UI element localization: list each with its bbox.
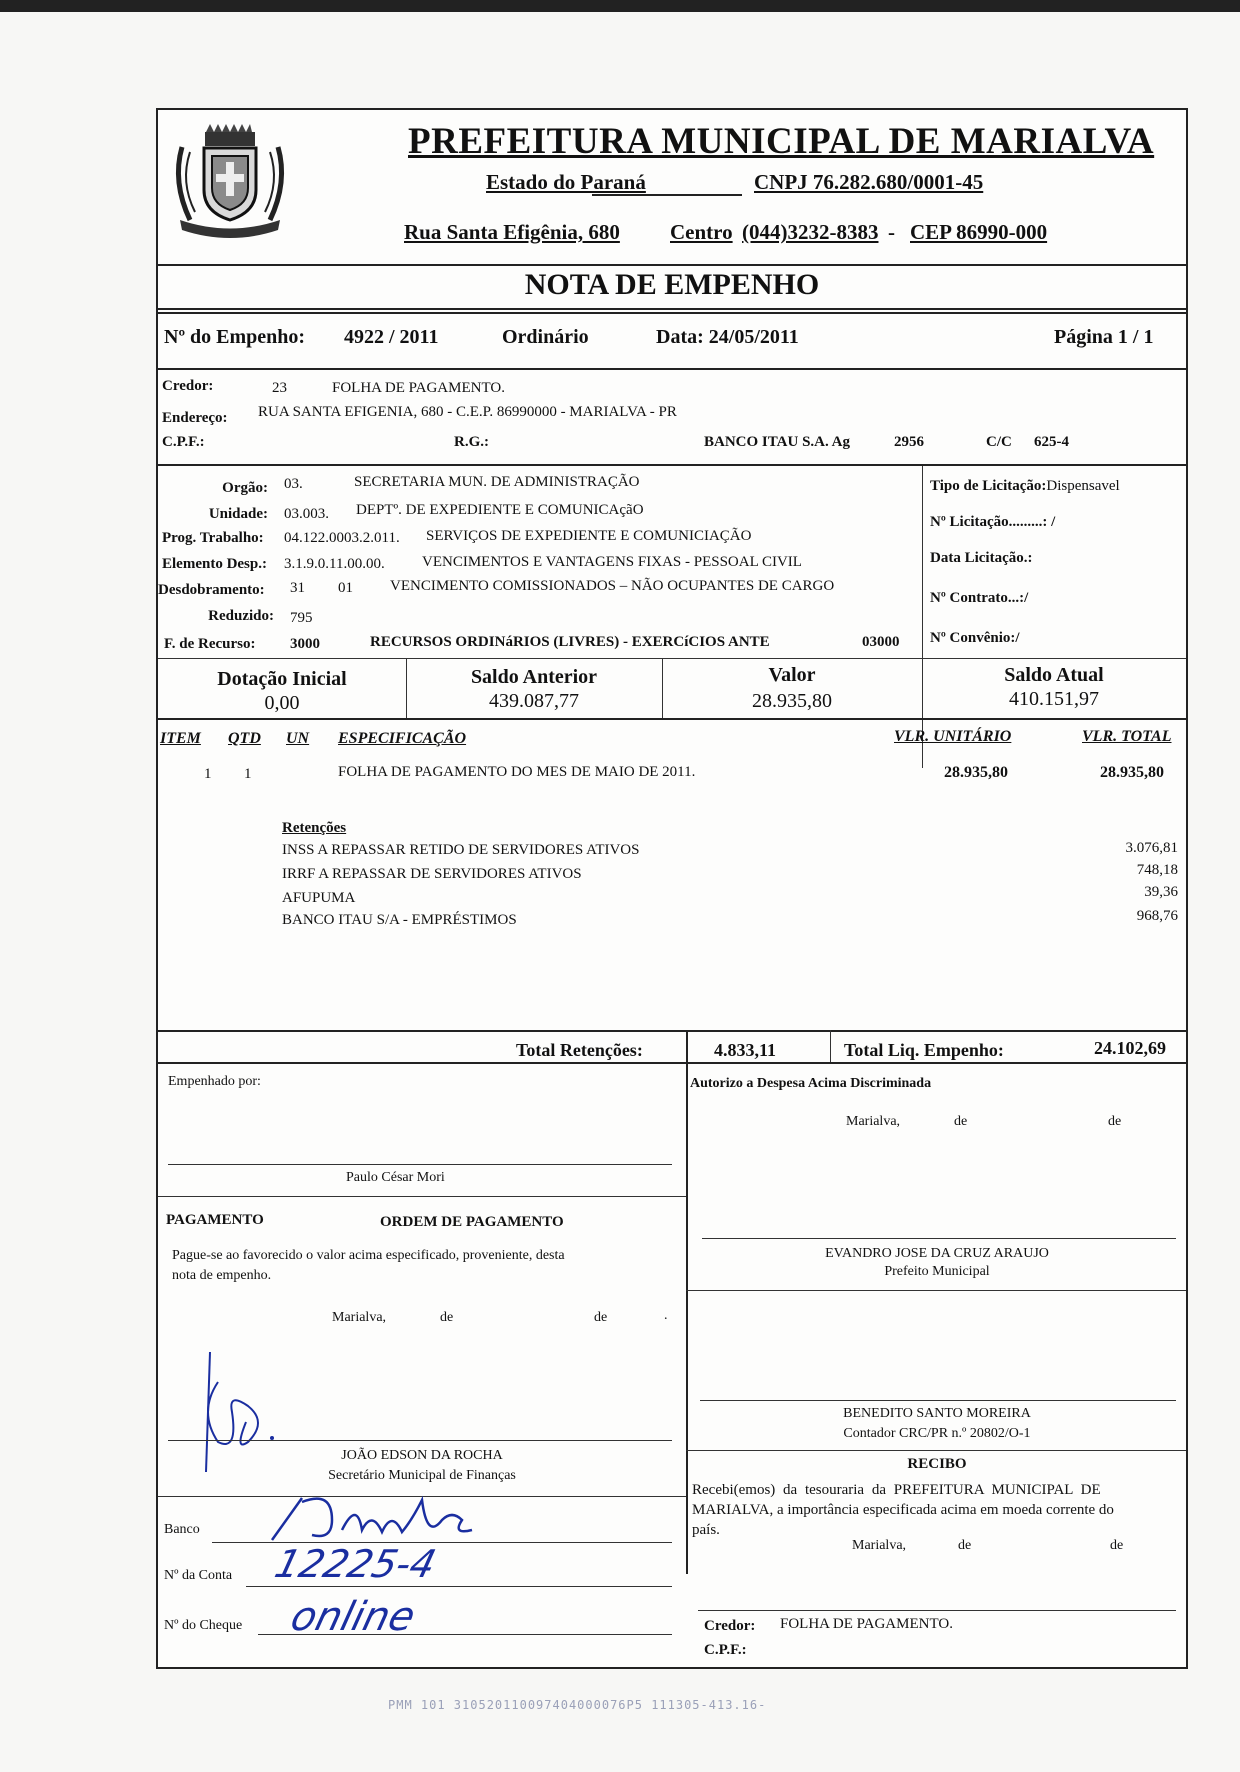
retencoes-title: Retenções <box>282 820 347 836</box>
address-label: Endereço: <box>162 410 228 426</box>
elemento-label: Elemento Desp.: <box>162 556 267 572</box>
anterior-value: 439.087,77 <box>489 690 579 712</box>
prefeito-name: EVANDRO JOSE DA CRUZ ARAUJO <box>825 1246 1049 1261</box>
empenho-page: Página 1 / 1 <box>1054 326 1154 348</box>
document-title: NOTA DE EMPENHO <box>524 268 820 301</box>
header-state: Estado do Paraná <box>486 170 646 194</box>
header-district: Centro <box>670 220 733 244</box>
recurso-label: F. de Recurso: <box>164 636 256 652</box>
pagamento-city: Marialva, <box>332 1310 387 1325</box>
orgao-desc: SECRETARIA MUN. DE ADMINISTRAÇÃO <box>354 474 640 490</box>
conta-handwritten: 12225-4 <box>270 1542 441 1586</box>
empenhado-name: Paulo César Mori <box>346 1170 445 1185</box>
handwritten-signature-initials <box>188 1342 308 1486</box>
prog-label: Prog. Trabalho: <box>162 530 264 546</box>
autorizo-de1: de <box>954 1114 968 1129</box>
conta-line <box>246 1586 672 1587</box>
col-vlr-total: VLR. TOTAL <box>1082 728 1172 745</box>
recibo-text-2: MARIALVA, a importância especificada acima em moeda corrente do <box>692 1502 1114 1518</box>
rg-label: R.G.: <box>454 434 489 450</box>
divider <box>158 264 1186 266</box>
divider <box>158 1030 1186 1032</box>
coat-of-arms-icon <box>160 112 300 242</box>
retencao-value: 748,18 <box>1136 862 1178 878</box>
vertical-divider <box>922 466 923 768</box>
total-liquido-label: Total Liq. Empenho: <box>844 1040 1004 1060</box>
retencao-desc: AFUPUMA <box>282 890 356 906</box>
credor-name: FOLHA DE PAGAMENTO. <box>332 380 505 396</box>
elemento-desc: VENCIMENTOS E VANTAGENS FIXAS - PESSOAL CIVIL <box>422 554 802 570</box>
anterior-label: Saldo Anterior <box>470 666 598 688</box>
licitacao-convenio: Nº Convênio:/ <box>930 630 1020 646</box>
divider <box>158 308 1186 310</box>
col-item: ITEM <box>160 730 201 747</box>
licitacao-contrato: Nº Contrato...:/ <box>930 590 1029 606</box>
header-phone: (044)3232-8383 <box>742 220 879 244</box>
pagamento-text-2: nota de empenho. <box>172 1268 272 1283</box>
header-dash: - <box>888 220 895 244</box>
valor-value: 28.935,80 <box>752 690 832 712</box>
recurso-code2: 03000 <box>862 634 900 650</box>
divider <box>158 658 1186 659</box>
banco-label: Banco <box>164 1522 200 1537</box>
underline-gap <box>592 194 742 196</box>
orgao-code: 03. <box>284 476 303 492</box>
autorizo-label: Autorizo a Despesa Acima Discriminada <box>690 1076 932 1091</box>
elemento-code: 3.1.9.0.11.00.00. <box>284 556 385 572</box>
header-cep: CEP 86990-000 <box>910 220 1048 244</box>
empenho-type: Ordinário <box>502 326 589 348</box>
pagamento-label: PAGAMENTO <box>166 1212 264 1228</box>
recibo-cpf-label: C.P.F.: <box>704 1642 747 1658</box>
prog-code: 04.122.0003.2.011. <box>284 530 400 546</box>
header-title: PREFEITURA MUNICIPAL DE MARIALVA <box>408 121 1155 162</box>
recibo-city: Marialva, <box>852 1538 907 1553</box>
signature-line <box>700 1400 1176 1401</box>
empenho-date: Data: 24/05/2011 <box>656 326 799 348</box>
recibo-text-3: país. <box>692 1522 720 1538</box>
recibo-de2: de <box>1110 1538 1124 1553</box>
recurso-code: 3000 <box>290 636 320 652</box>
reduzido-label: Reduzido: <box>208 608 274 624</box>
row-unit: 28.935,80 <box>944 764 1008 781</box>
credor-code: 23 <box>272 380 287 396</box>
retencao-value: 39,36 <box>1144 884 1178 900</box>
recurso-desc: RECURSOS ORDINáRIOS (LIVRES) - EXERCíCIOS ANTE <box>370 634 770 650</box>
prog-desc: SERVIÇOS DE EXPEDIENTE E COMUNICIAÇÃO <box>426 528 752 544</box>
pagamento-signer-role: Secretário Municipal de Finanças <box>328 1468 516 1483</box>
credor-label: Credor: <box>162 378 214 394</box>
recibo-credor-name: FOLHA DE PAGAMENTO. <box>780 1616 953 1632</box>
total-liquido-value: 24.102,69 <box>1094 1038 1166 1058</box>
col-qtd: QTD <box>228 730 261 747</box>
valor-label: Valor <box>768 664 816 686</box>
unidade-code: 03.003. <box>284 506 329 522</box>
credor-address: RUA SANTA EFIGENIA, 680 - C.E.P. 86990000 - MARIALVA - PR <box>258 404 677 420</box>
cheque-handwritten: online <box>286 1594 420 1640</box>
recibo-de1: de <box>958 1538 972 1553</box>
divider <box>158 312 1186 314</box>
divider <box>686 1450 1186 1451</box>
bank-agency: 2956 <box>894 434 924 450</box>
pagamento-de1: de <box>440 1310 454 1325</box>
pagamento-de2: de <box>594 1310 608 1325</box>
desdobramento-desc: VENCIMENTO COMISSIONADOS – NÃO OCUPANTES DE CARGO <box>390 578 835 594</box>
row-desc: FOLHA DE PAGAMENTO DO MES DE MAIO DE 2011. <box>338 764 696 780</box>
licitacao-numero: Nº Licitação.........: / <box>930 514 1056 530</box>
total-retencoes-value: 4.833,11 <box>714 1040 777 1060</box>
atual-label: Saldo Atual <box>1004 664 1104 686</box>
col-un: UN <box>286 730 310 747</box>
pagamento-dot: . <box>664 1308 668 1323</box>
conta-label: Nº da Conta <box>164 1568 233 1583</box>
autorizo-city: Marialva, <box>846 1114 901 1129</box>
prefeito-role: Prefeito Municipal <box>884 1264 990 1279</box>
contador-name: BENEDITO SANTO MOREIRA <box>843 1406 1031 1421</box>
scan-top-border <box>0 0 1240 12</box>
empenhado-label: Empenhado por: <box>168 1074 261 1089</box>
divider <box>158 464 1186 466</box>
header-address: Rua Santa Efigênia, 680 <box>404 220 620 244</box>
autorizo-de2: de <box>1108 1114 1122 1129</box>
unidade-label: Unidade: <box>208 506 268 522</box>
retencao-desc: IRRF A REPASSAR DE SERVIDORES ATIVOS <box>282 866 582 882</box>
empenho-label: Nº do Empenho: <box>164 326 306 348</box>
retencao-desc: BANCO ITAU S/A - EMPRÉSTIMOS <box>282 912 517 928</box>
desdobramento-label: Desdobramento: <box>158 582 265 598</box>
signature-line <box>698 1610 1176 1611</box>
vertical-divider <box>686 1030 688 1574</box>
empenho-number: 4922 / 2011 <box>344 326 439 348</box>
desdobramento-code1: 31 <box>290 580 305 596</box>
footer-code: PMM 101 310520110097404000076P5 111305-413.16- <box>388 1698 767 1712</box>
divider <box>158 1062 1186 1064</box>
dotacao-value: 0,00 <box>264 692 300 714</box>
header-cnpj: CNPJ 76.282.680/0001-45 <box>754 170 984 194</box>
ordem-pagamento-label: ORDEM DE PAGAMENTO <box>380 1214 564 1230</box>
pagamento-text-1: Pague-se ao favorecido o valor acima especificado, proveniente, desta <box>172 1248 565 1263</box>
col-especificacao: ESPECIFICAÇÃO <box>338 730 467 747</box>
licitacao-tipo: Tipo de Licitação: <box>930 478 1047 494</box>
orgao-label: Orgão: <box>222 480 268 496</box>
licitacao-tipo-label <box>930 478 1120 495</box>
cc-label: C/C <box>986 434 1012 450</box>
divider <box>158 1196 686 1197</box>
retencao-value: 968,76 <box>1136 908 1178 924</box>
recibo-credor-label: Credor: <box>704 1618 756 1634</box>
row-item: 1 <box>204 766 212 782</box>
desdobramento-code2: 01 <box>338 580 353 596</box>
contador-role: Contador CRC/PR n.º 20802/O-1 <box>843 1426 1031 1441</box>
cc-number: 625-4 <box>1034 434 1069 450</box>
unidade-desc: DEPTº. DE EXPEDIENTE E COMUNICAçãO <box>356 502 644 518</box>
recibo-text-1: Recebi(emos) da tesouraria da PREFEITURA MUNICIPAL DE <box>692 1482 1101 1498</box>
licitacao-data: Data Licitação.: <box>930 550 1033 566</box>
signature-line <box>702 1238 1176 1239</box>
vertical-divider <box>830 1030 831 1062</box>
col-vlr-unitario: VLR. UNITÁRIO <box>894 728 1012 745</box>
cpf-label: C.P.F.: <box>162 434 205 450</box>
row-total: 28.935,80 <box>1100 764 1164 781</box>
nota-de-empenho-form <box>156 108 1188 1669</box>
divider <box>158 718 1186 720</box>
retencao-value: 3.076,81 <box>1125 840 1178 856</box>
row-qtd: 1 <box>244 766 252 782</box>
reduzido-value: 795 <box>290 610 313 626</box>
cheque-label: Nº do Cheque <box>164 1618 243 1633</box>
divider <box>686 1290 1186 1291</box>
retencao-desc: INSS A REPASSAR RETIDO DE SERVIDORES ATIVOS <box>282 842 640 858</box>
recibo-title: RECIBO <box>907 1456 967 1472</box>
pagamento-signer-name: JOÃO EDSON DA ROCHA <box>341 1448 503 1463</box>
signature-line <box>168 1440 672 1441</box>
licitacao-tipo-value: Dispensavel <box>1046 478 1120 494</box>
total-retencoes-label: Total Retenções: <box>516 1040 643 1060</box>
dotacao-label: Dotação Inicial <box>217 668 347 690</box>
signature-line <box>168 1164 672 1165</box>
divider <box>158 368 1186 370</box>
bank-name: BANCO ITAU S.A. Ag <box>704 434 850 450</box>
atual-value: 410.151,97 <box>1009 688 1099 710</box>
